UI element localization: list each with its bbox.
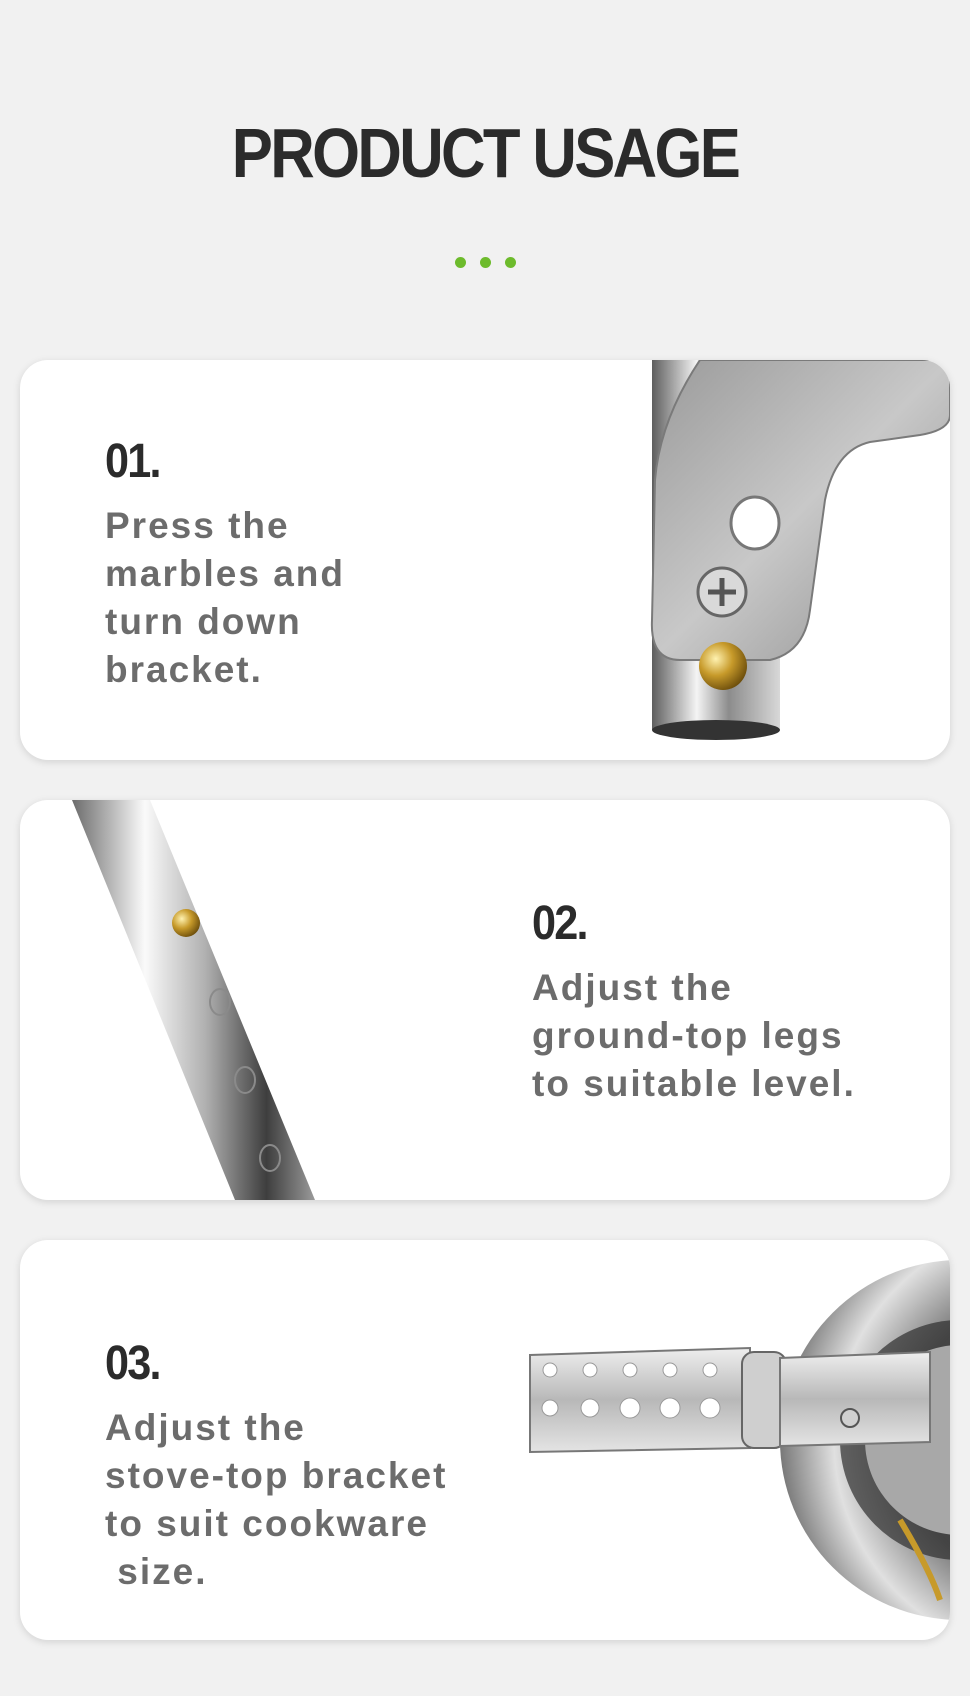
dot-icon xyxy=(455,257,466,268)
step-description: Press the marbles and turn down bracket. xyxy=(105,505,345,690)
step-number: 01. xyxy=(105,435,160,488)
dot-icon xyxy=(480,257,491,268)
step-number: 03. xyxy=(105,1337,160,1390)
step-card-2 xyxy=(20,800,950,1200)
step-card-1 xyxy=(20,360,950,760)
step-card-3 xyxy=(20,1240,950,1640)
step-number: 02. xyxy=(532,897,587,950)
step-description: Adjust the ground-top legs to suitable level. xyxy=(532,967,856,1104)
step-description: Adjust the stove-top bracket to suit cookware size. xyxy=(105,1407,448,1592)
stove-bracket-icon xyxy=(510,1240,950,1640)
bracket-leg-icon xyxy=(620,360,950,760)
dot-icon xyxy=(505,257,516,268)
title-dots-divider xyxy=(0,255,970,273)
page-title: PRODUCT USAGE xyxy=(231,114,739,192)
telescopic-leg-icon xyxy=(60,800,380,1200)
